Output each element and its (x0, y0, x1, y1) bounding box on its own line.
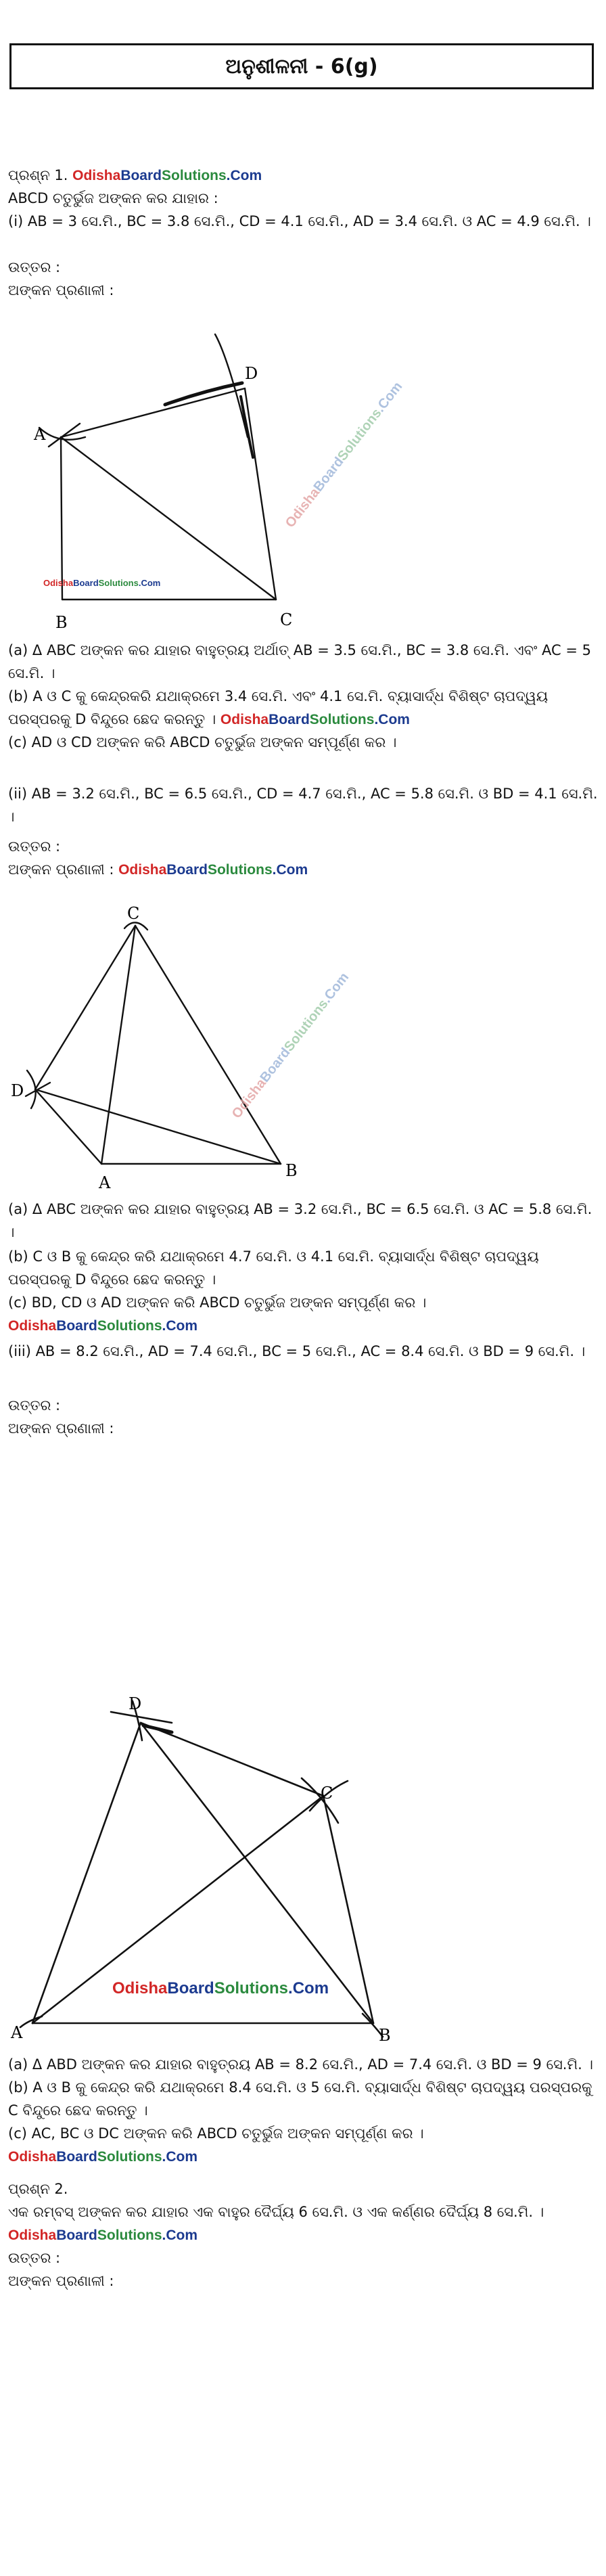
q1-part1-ankana: ଅଙ୍କନ ପ୍ରଣାଳୀ : (8, 282, 114, 298)
edge-bc (323, 1796, 373, 2023)
edge-ac (101, 926, 135, 1164)
q1-label: ପ୍ରଶ୍ନ 1. (8, 167, 68, 183)
q1-part3-step-b: (b) A ଓ B କୁ କେନ୍ଦ୍ର କରି ଯଥାକ୍ରମେ 8.4 ସେ.ମି. ଓ 5 ସେ.ମି. ବ୍ୟାସାର୍ଦ୍ଧ ବିଶିଷ୍ଟ ଚାପଦ୍ୱୟ ପରସ୍ପରକୁ C ବିନ୍ଦୁରେ ଛେଦ କରନ୍ତୁ । (8, 2079, 592, 2119)
q1-part2-uttara: ଉତ୍ତର : (8, 838, 61, 855)
vertex-label-d: D (245, 364, 258, 383)
vertex-label-b: B (55, 613, 68, 632)
edge-bd (141, 1723, 373, 2023)
q2-label: ପ୍ରଶ୍ନ 2. (8, 2181, 68, 2197)
q1-part3-statement: (iii) AB = 8.2 ସେ.ମି., AD = 7.4 ସେ.ମି., BC = 5 ସେ.ମି., AC = 8.4 ସେ.ମି. ଓ BD = 9 ସେ.ମି. । (8, 1343, 586, 1359)
q1-part1-statement: (i) AB = 3 ସେ.ମି., BC = 3.8 ସେ.ମି., CD = 4.1 ସେ.ମି., AD = 3.4 ସେ.ମି. ଓ AC = 4.9 ସେ.ମି. । (8, 213, 591, 229)
vertex-label-c: C (321, 1784, 333, 1803)
watermark-logo: OdishaBoardSolutions.Com (8, 1318, 198, 1334)
q2-statement: ଏକ ରମ୍ବସ୍ ଅଙ୍କନ କର ଯାହାର ଏକ ବାହୁର ଦୈର୍ଘ୍ୟ 6 ସେ.ମି. ଓ ଏକ କର୍ଣ୍ଣର ଦୈର୍ଘ୍ୟ 8 ସେ.ମି. । (8, 2204, 544, 2220)
q1-part2-step-c: (c) BD, CD ଓ AD ଅଙ୍କନ କରି ABCD ଚତୁର୍ଭୁଜ ଅଙ୍କନ ସମ୍ପୂର୍ଣ୍ଣ କର । OdishaBoardSolutions.Com (8, 1294, 427, 1334)
watermark-logo: OdishaBoardSolutions.Com (8, 2228, 198, 2243)
vertex-label-b: B (285, 1161, 298, 1180)
q1-part1-uttara: ଉତ୍ତର : (8, 259, 61, 275)
q1-part1-step-b: (b) A ଓ C କୁ କେନ୍ଦ୍ରକରି ଯଥାକ୍ରମେ 3.4 ସେ.ମି. ଏବଂ 4.1 ସେ.ମି. ବ୍ୟାସାର୍ଦ୍ଧ ବିଶିଷ୍ଟ ଚାପଦ୍ୱୟ ପରସ୍ପରକୁ D ବିନ୍ଦୁରେ ଛେଦ କରନ୍ତୁ । OdishaBoardSolutions.Com (8, 688, 549, 727)
edge-ad (32, 1723, 141, 2023)
watermark-logo: OdishaBoardSolutions.Com (118, 862, 308, 878)
watermark-diagonal: OdishaBoardSolutions.Com (282, 379, 406, 531)
vertex-label-d: D (129, 1694, 142, 1713)
vertex-label-c: C (280, 610, 293, 629)
exercise-title-box (9, 43, 594, 89)
q1-part1-step-c: (c) AD ଓ CD ଅଙ୍କନ କରି ABCD ଚତୁର୍ଭୁଜ ଅଙ୍କନ ସମ୍ପୂର୍ଣ୍ଣ କର । (8, 734, 397, 750)
arc-a (20, 2016, 42, 2027)
edge-cd (35, 926, 135, 1089)
arc-d1 (111, 1712, 172, 1723)
figure-part1 (0, 318, 606, 636)
watermark-logo: OdishaBoardSolutions.Com (112, 1979, 329, 1997)
q1-part2-statement: (ii) AB = 3.2 ସେ.ମି., BC = 6.5 ସେ.ମି., CD = 4.7 ସେ.ମି., AC = 5.8 ସେ.ମି. ଓ BD = 4.1 ସେ.ମି. । (8, 786, 598, 825)
edge-ad (61, 388, 245, 437)
edge-bc (135, 926, 281, 1164)
watermark-small: OdishaBoardSolutions.Com (43, 578, 161, 588)
watermark-diagonal: OdishaBoardSolutions.Com (229, 970, 352, 1122)
q1-part2-step-a: (a) Δ ABC ଅଙ୍କନ କର ଯାହାର ବାହୁତ୍ରୟ AB = 3.2 ସେ.ମି., BC = 6.5 ସେ.ମି. ଓ AC = 5.8 ସେ.ମି. । (8, 1201, 592, 1240)
vertex-label-d: D (11, 1081, 24, 1100)
q1-part3-ankana: ଅଙ୍କନ ପ୍ରଣାଳୀ : (8, 1420, 114, 1437)
watermark-row (8, 2223, 598, 2247)
exercise-title: ଅନୁଶୀଳନୀ - 6(g) (225, 54, 378, 78)
q1-part3-step-c: (c) AC, BC ଓ DC ଅଙ୍କନ କରି ABCD ଚତୁର୍ଭୁଜ ଅଙ୍କନ ସମ୍ପୂର୍ଣ୍ଣ କର । OdishaBoardSolutions.Com (8, 2125, 424, 2165)
arc-a2 (49, 424, 80, 447)
edge-ad (35, 1089, 101, 1164)
q1-part2-step-b: (b) C ଓ B କୁ କେନ୍ଦ୍ର କରି ଯଥାକ୍ରମେ 4.7 ସେ.ମି. ଓ 4.1 ସେ.ମି. ବ୍ୟାସାର୍ଦ୍ଧ ବିଶିଷ୍ଟ ଚାପଦ୍ୱୟ ପରସ୍ପରକୁ D ବିନ୍ଦୁରେ ଛେଦ କରନ୍ତୁ । (8, 1248, 539, 1288)
q2-uttara: ଉତ୍ତର : (8, 2250, 61, 2266)
figure-part3 (0, 1678, 606, 2043)
vertex-label-b: B (379, 2026, 391, 2043)
watermark-logo: OdishaBoardSolutions.Com (72, 168, 262, 183)
q1-header (8, 164, 598, 187)
q1-part2-ankana: ଅଙ୍କନ ପ୍ରଣାଳୀ : OdishaBoardSolutions.Com (8, 861, 308, 878)
q1-part3-uttara: ଉତ୍ତର : (8, 1397, 61, 1414)
q1-prompt: ABCD ଚତୁର୍ଭୁଜ ଅଙ୍କନ କର ଯାହାର : (8, 190, 218, 206)
figure-part2 (0, 893, 606, 1191)
edge-ab (61, 437, 62, 600)
q1-part3-step-a: (a) Δ ABD ଅଙ୍କନ କର ଯାହାର ବାହୁତ୍ରୟ AB = 8.2 ସେ.ମି., AD = 7.4 ସେ.ମି. ଓ BD = 9 ସେ.ମି. । (8, 2056, 593, 2073)
edge-ac (61, 437, 276, 600)
q2-ankana: ଅଙ୍କନ ପ୍ରଣାଳୀ : (8, 2273, 114, 2289)
vertex-label-a: A (34, 425, 46, 444)
watermark-logo: OdishaBoardSolutions.Com (220, 712, 410, 727)
vertex-label-a: A (99, 1173, 111, 1191)
vertex-label-a: A (11, 2023, 23, 2042)
edge-cd (245, 388, 276, 600)
q1-part1-step-a: (a) Δ ABC ଅଙ୍କନ କର ଯାହାର ବାହୁତ୍ରୟ ଅର୍ଥାତ୍ AB = 3.5 ସେ.ମି., BC = 3.8 ସେ.ମି. ଏବଂ AC = 5 ସେ.ମି. । (8, 642, 591, 681)
arc-d-thick (165, 383, 242, 405)
watermark-logo: OdishaBoardSolutions.Com (8, 2149, 198, 2165)
vertex-label-c: C (127, 904, 140, 923)
